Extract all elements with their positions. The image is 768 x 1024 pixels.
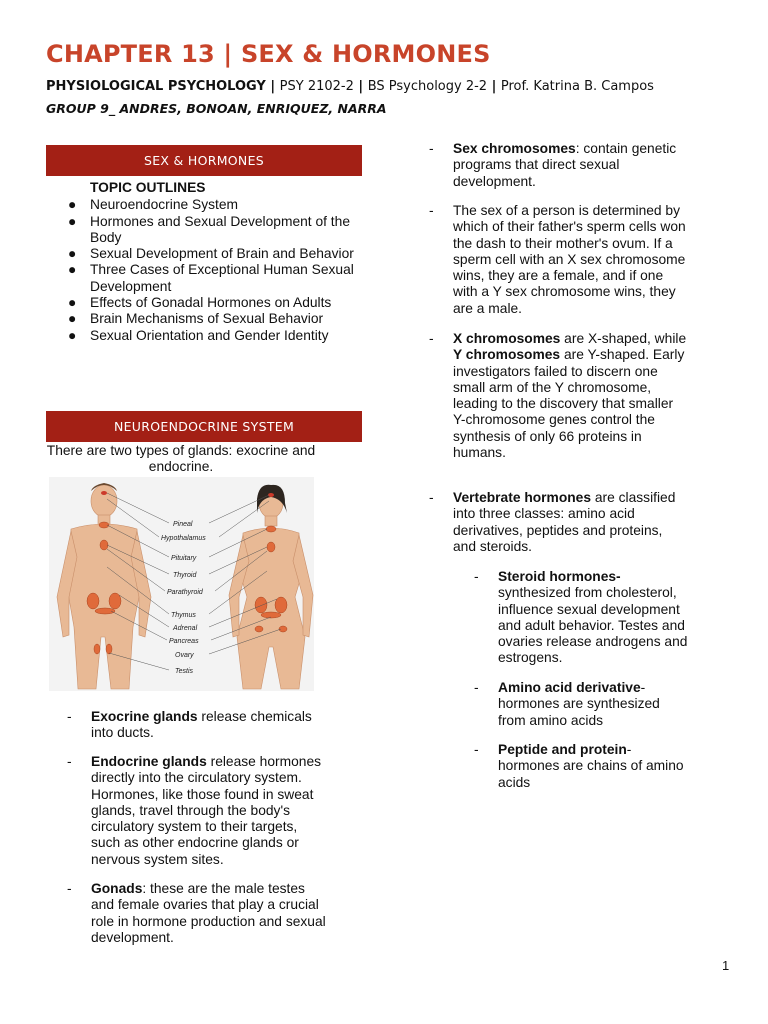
- figure-label: Parathyroid: [167, 589, 203, 596]
- topic-item: [62, 311, 362, 327]
- definition: release chemicals into ducts.: [91, 709, 312, 741]
- topic-item: [62, 295, 362, 311]
- bullet-icon: ●: [68, 262, 77, 278]
- page-number: 1: [722, 958, 730, 973]
- page-title: CHAPTER 13 | SEX & HORMONES: [46, 40, 491, 68]
- term: Sex chromosomes: [453, 141, 576, 156]
- figure-label: Thymus: [171, 612, 196, 619]
- separator: |: [265, 79, 280, 94]
- dash-marker: -: [429, 490, 434, 505]
- professor: Prof. Katrina B. Campos: [500, 79, 654, 94]
- separator: |: [353, 79, 368, 94]
- course-code: PSY 2102-2: [279, 79, 354, 94]
- program: BS Psychology 2-2: [367, 79, 488, 94]
- list-item-text: [498, 742, 689, 791]
- topic-label: Brain Mechanisms of Sexual Behavior: [90, 311, 324, 327]
- bullet-icon: ●: [68, 246, 77, 262]
- list-item-text: [453, 141, 689, 190]
- figure-label: Pancreas: [169, 638, 199, 645]
- dash-marker: -: [429, 141, 434, 156]
- list-item-text: [498, 680, 689, 729]
- section-banner-neuroendocrine: NEUROENDOCRINE SYSTEM: [46, 411, 362, 442]
- dash-marker: -: [67, 709, 72, 724]
- bullet-icon: ●: [68, 311, 77, 327]
- definition: are classified into three classes: amino acid derivatives, peptides and proteins, and steroids.: [453, 490, 676, 554]
- dash-marker: -: [67, 754, 72, 769]
- bullet-icon: ●: [68, 213, 77, 229]
- figure-label: Ovary: [175, 652, 194, 659]
- list-item-text: [453, 203, 689, 317]
- topic-label: Sexual Development of Brain and Behavior: [90, 246, 354, 262]
- topic-label: Neuroendocrine System: [90, 197, 239, 213]
- dash-marker: -: [474, 680, 479, 695]
- course-info: [46, 79, 654, 94]
- glands-intro: There are two types of glands: exocrine and endocrine.: [46, 443, 316, 475]
- topic-label: Effects of Gonadal Hormones on Adults: [90, 295, 332, 311]
- term: Exocrine glands: [91, 709, 198, 724]
- list-item-text: [453, 331, 689, 461]
- group-members: GROUP 9_ ANDRES, BONOAN, ENRIQUEZ, NARRA: [46, 101, 387, 116]
- term: Gonads: [91, 881, 143, 896]
- topic-label: Sexual Orientation and Gender Identity: [90, 327, 329, 343]
- definition: The sex of a person is determined by which of their father's sperm cells won the dash to their mother's ovum. If a sperm cell with an X sex chromosome wins, they are a female, and if one with a Y sex chromosome wins, they are a male.: [453, 203, 686, 316]
- figure-label: Thyroid: [173, 572, 197, 579]
- dash-marker: -: [474, 742, 479, 757]
- figure-label: Testis: [175, 668, 194, 675]
- definition: : contain genetic programs that direct sexual development.: [453, 141, 677, 189]
- definition: release hormones directly into the circulatory system. Hormones, like those found in sweat glands, travel through the body's circulatory system to their targets, such as other endocrine glands or nervous system sites.: [91, 754, 322, 867]
- figure-label: Hypothalamus: [161, 535, 206, 542]
- topic-list: [62, 197, 362, 344]
- term: Endocrine glands: [91, 754, 207, 769]
- topic-item: [62, 197, 362, 213]
- list-item-text: [498, 569, 689, 667]
- list-item-text: [91, 754, 327, 868]
- topic-item: [62, 214, 362, 247]
- bullet-icon: ●: [68, 295, 77, 311]
- dash-marker: -: [429, 203, 434, 218]
- definition: are X-shaped, while: [560, 331, 687, 346]
- dash-marker: -: [474, 569, 479, 584]
- bullet-icon: ●: [68, 327, 77, 343]
- term: Peptide and protein: [498, 742, 627, 757]
- figure-label: Pituitary: [171, 555, 197, 562]
- topic-item: [62, 328, 362, 344]
- definition: - hormones are synthesized from amino acids: [498, 680, 660, 728]
- definition: are Y-shaped. Early investigators failed to discern one small arm of the Y chromosome, leading to the discovery that smaller Y-chromosome genes control the synthesis of only 66 proteins in humans.: [453, 347, 685, 461]
- topic-item: [62, 262, 362, 295]
- topic-outlines-heading: TOPIC OUTLINES: [90, 180, 206, 195]
- topic-outlines: [62, 180, 362, 344]
- figure-label: Pineal: [173, 521, 193, 528]
- term: X chromosomes: [453, 331, 561, 346]
- topic-label: Three Cases of Exceptional Human Sexual Development: [90, 262, 354, 294]
- bullet-icon: ●: [68, 197, 77, 213]
- list-item-text: [91, 881, 327, 946]
- term: Steroid hormones-: [498, 569, 621, 584]
- definition: - hormones are chains of amino acids: [498, 742, 684, 790]
- term: Vertebrate hormones: [453, 490, 592, 505]
- dash-marker: -: [429, 331, 434, 346]
- figure-label: Adrenal: [173, 625, 198, 632]
- term: Amino acid derivative: [498, 680, 641, 695]
- dash-marker: -: [67, 881, 72, 896]
- list-item-text: [91, 709, 327, 742]
- section-banner-sex-hormones: SEX & HORMONES: [46, 145, 362, 176]
- list-item-text: [453, 490, 689, 555]
- topic-item: [62, 246, 362, 262]
- separator: |: [487, 79, 501, 94]
- course-name: PHYSIOLOGICAL PSYCHOLOGY: [46, 79, 266, 94]
- term: Y chromosomes: [453, 347, 561, 363]
- definition: synthesized from cholesterol, influence sexual development and adult behavior. Testes and ovaries release androgens and estrogens.: [498, 585, 688, 666]
- endocrine-glands-figure: [49, 477, 314, 691]
- definition: : these are the male testes and female ovaries that play a crucial role in hormone production and sexual development.: [91, 881, 326, 945]
- topic-label: Hormones and Sexual Development of the Body: [90, 213, 350, 245]
- endocrine-glands-illustration: [49, 477, 314, 691]
